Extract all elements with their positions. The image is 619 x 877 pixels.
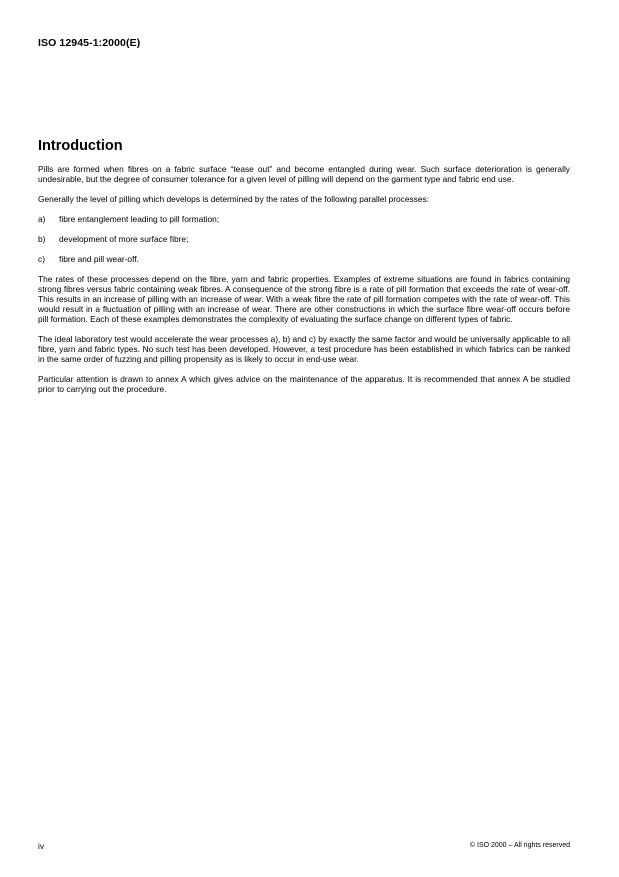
list-item bbox=[38, 234, 570, 244]
list-item-text: fibre and pill wear-off. bbox=[59, 254, 139, 264]
copyright-notice: © ISO 2000 – All rights reserved bbox=[469, 842, 570, 849]
page-number: iv bbox=[38, 841, 45, 851]
paragraph: Particular attention is drawn to annex A which gives advice on the maintenance of the apparatus. It is recommended that annex A be studied prior to carrying out the procedure. bbox=[38, 374, 570, 394]
list-item bbox=[38, 214, 570, 224]
list-item bbox=[38, 254, 570, 264]
list-item-text: development of more surface fibre; bbox=[59, 234, 189, 244]
list-marker: b) bbox=[38, 234, 46, 244]
paragraph: The ideal laboratory test would accelerate the wear processes a), b) and c) by exactly the same factor and would be universally applicable to all fibre, yarn and fabric types. No such test has been developed. However, a test procedure has been established in which fabrics can be ranked in the same order of fuzzing and pilling propensity as is likely to occur in end-use wear. bbox=[38, 334, 570, 364]
introduction-section bbox=[38, 138, 570, 404]
document-id: ISO 12945-1:2000(E) bbox=[38, 37, 141, 49]
list-item-text: fibre entanglement leading to pill formation; bbox=[59, 214, 220, 224]
paragraph: Generally the level of pilling which develops is determined by the rates of the following parallel processes: bbox=[38, 194, 430, 204]
paragraph: Pills are formed when fibres on a fabric surface “tease out” and become entangled during wear. Such surface deterioration is generally undesirable, but the degree of consumer tolerance for a given level of pilling will depend on the garment type and fabric end use. bbox=[38, 164, 570, 184]
list-marker: c) bbox=[38, 254, 45, 264]
list-marker: a) bbox=[38, 214, 46, 224]
paragraph: The rates of these processes depend on the fibre, yarn and fabric properties. Examples of extreme situations are found in fabrics containing strong fibres versus fabric containing weak fibres. A consequence of the strong fibre is a rate of pill formation that exceeds the rate of wear-off. This results in an increase of pilling with an increase of wear. With a weak fibre the rate of pill formation competes with the rate of wear-off. This would result in a fluctuation of pilling with an increase of wear. There are other constructions in which the surface fibre wear-off occurs before pill formation. Each of these examples demonstrates the complexity of evaluating the surface change on different types of fabric. bbox=[38, 274, 570, 324]
section-title: Introduction bbox=[38, 138, 123, 154]
